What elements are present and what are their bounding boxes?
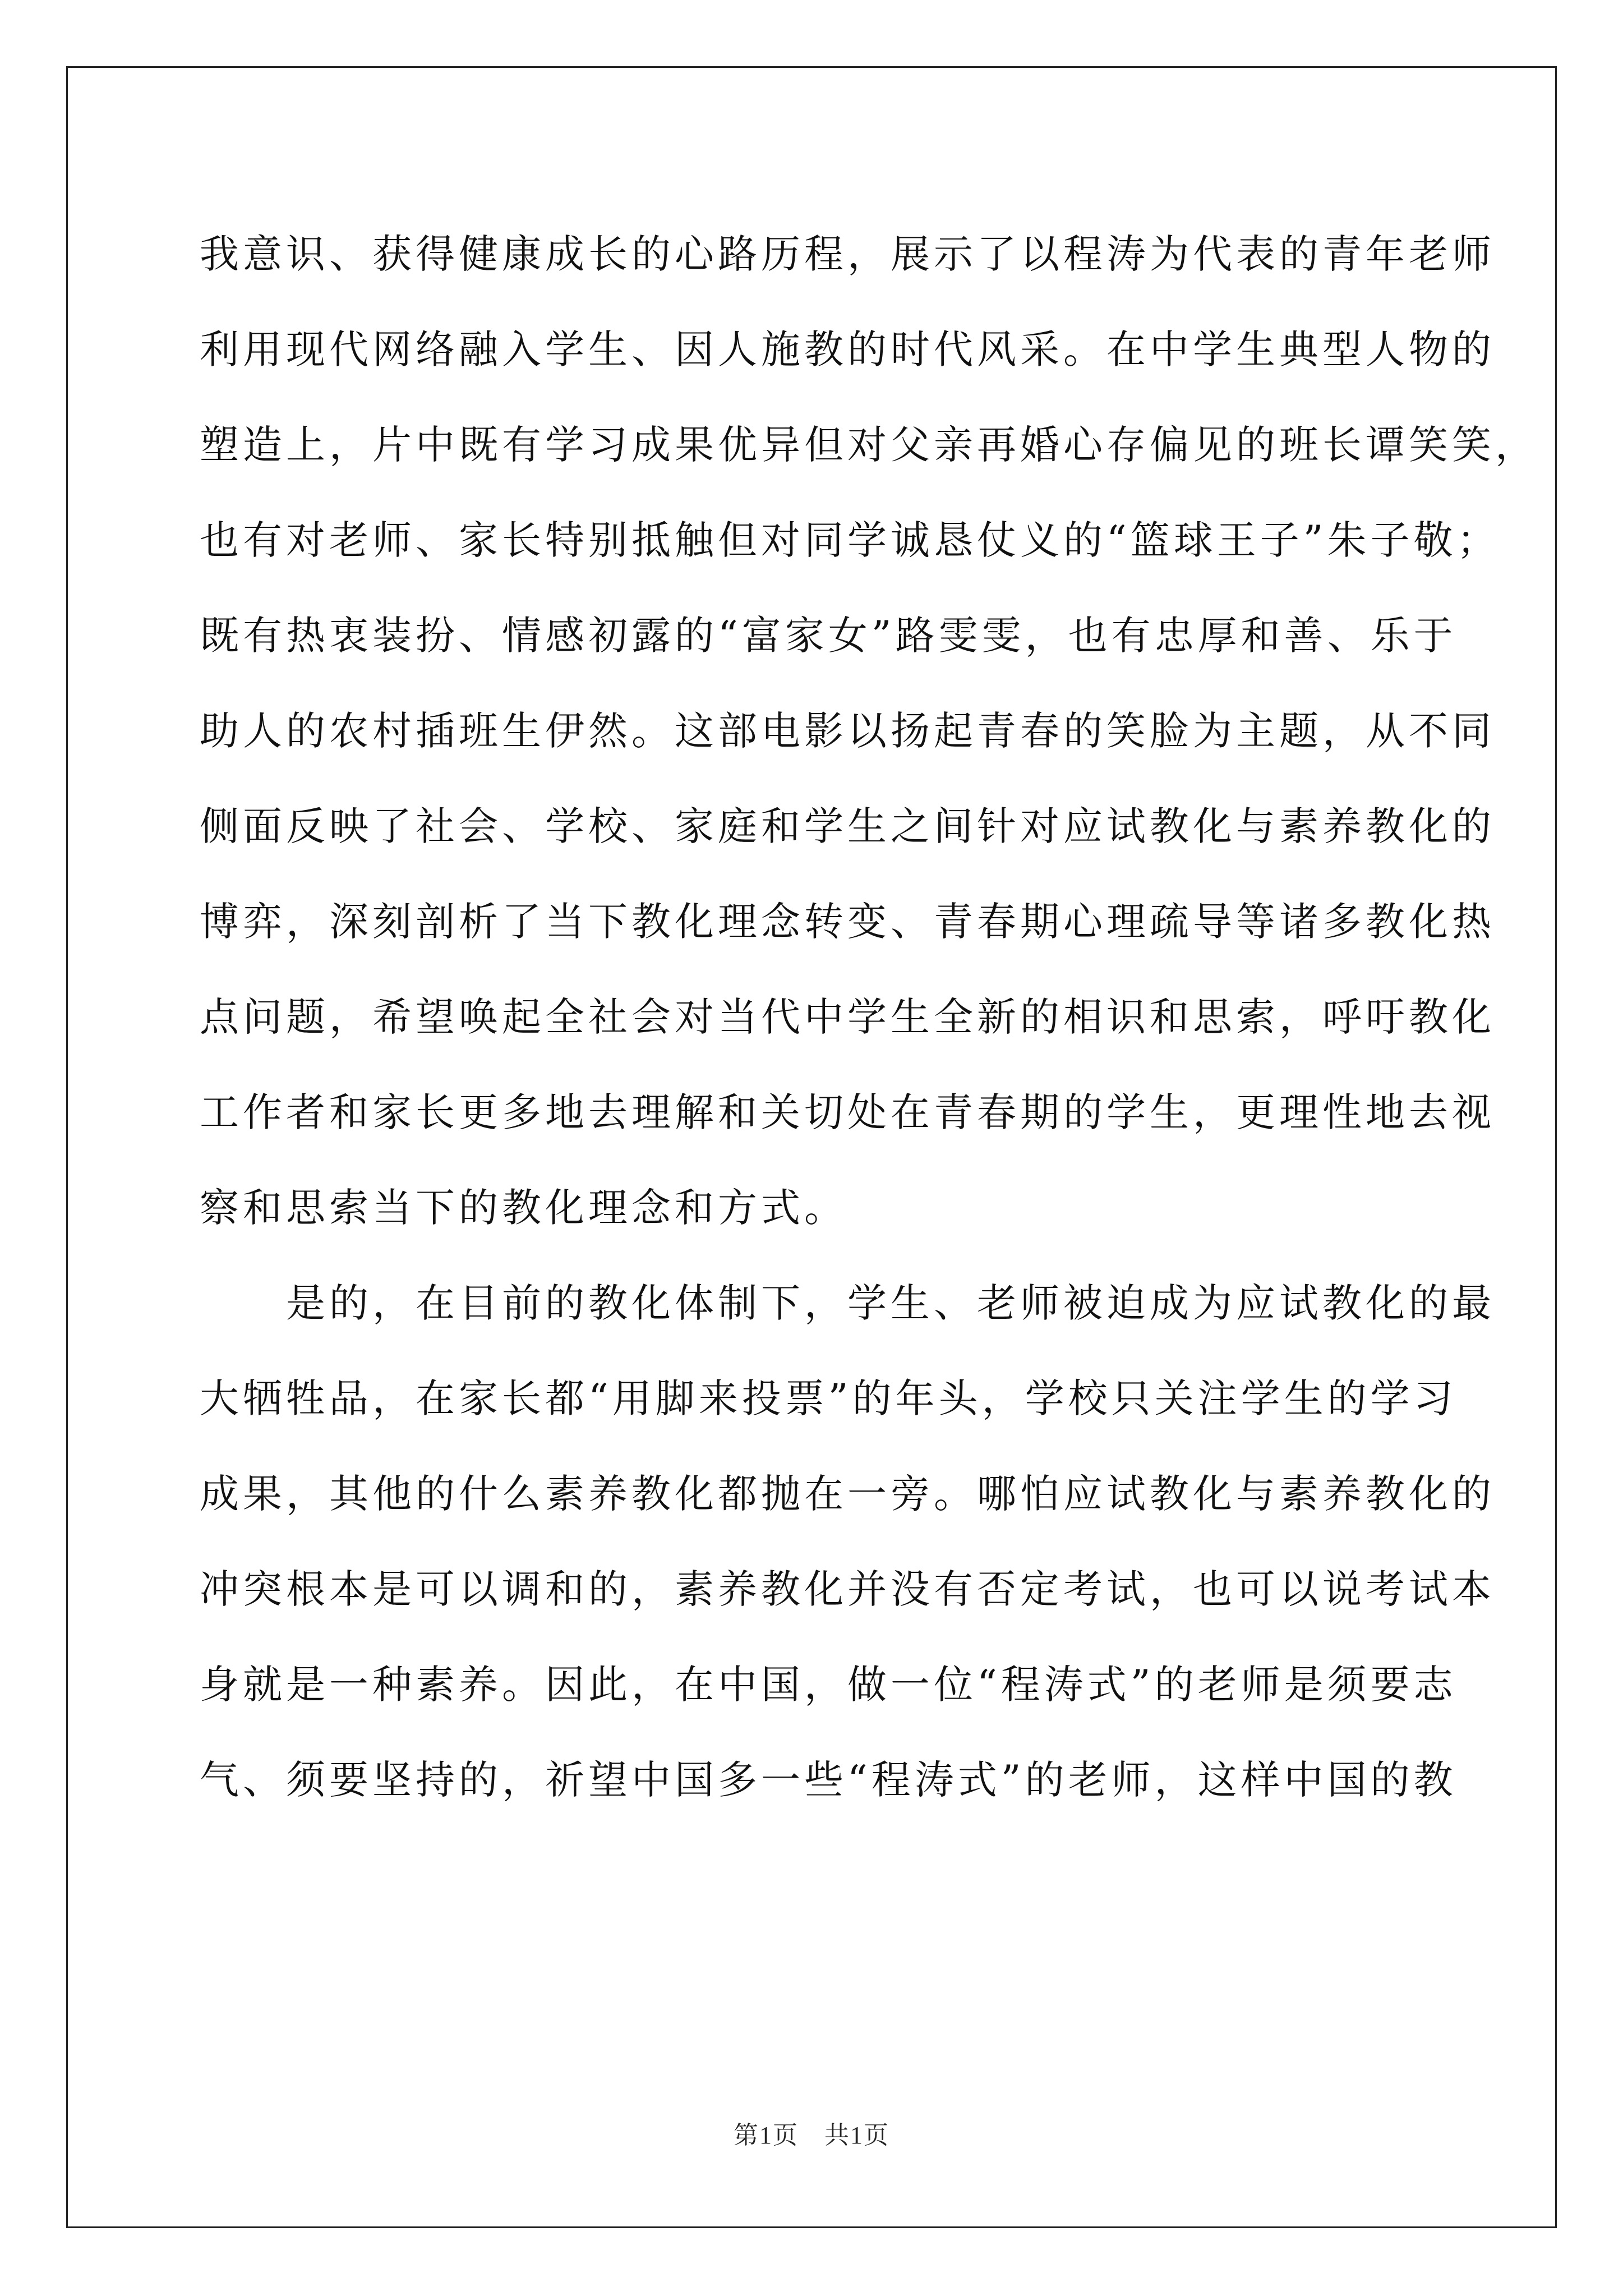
text-line: 成果，其他的什么素养教化都抛在一旁。哪怕应试教化与素养教化的: [200, 1471, 1495, 1517]
text-line: 也有对老师、家长特别抵触但对同学诚恳仗义的“篮球王子”朱子敬；: [200, 517, 1500, 563]
text-line: 冲突根本是可以调和的，素养教化并没有否定考试，也可以说考试本: [200, 1566, 1495, 1612]
text-line: 助人的农村插班生伊然。这部电影以扬起青春的笑脸为主题，从不同: [200, 708, 1495, 754]
text-line: 身就是一种素养。因此，在中国，做一位“程涛式”的老师是须要志: [200, 1662, 1457, 1708]
text-line: 气、须要坚持的，祈望中国多一些“程涛式”的老师，这样中国的教: [200, 1757, 1457, 1803]
text-line: 是的，在目前的教化体制下，学生、老师被迫成为应试教化的最: [200, 1280, 1495, 1326]
text-line: 侧面反映了社会、学校、家庭和学生之间针对应试教化与素养教化的: [200, 803, 1495, 849]
text-line: 工作者和家长更多地去理解和关切处在青春期的学生，更理性地去视: [200, 1089, 1495, 1135]
text-line: 博弈，深刻剖析了当下教化理念转变、青春期心理疏导等诸多教化热: [200, 899, 1495, 945]
text-line: 大牺牲品，在家长都“用脚来投票”的年头，学校只关注学生的学习: [200, 1375, 1457, 1421]
text-line: 察和思索当下的教化理念和方式。: [200, 1185, 847, 1231]
page-number-footer: 第1页 共1页: [734, 2122, 889, 2149]
text-line: 塑造上，片中既有学习成果优异但对父亲再婚心存偏见的班长谭笑笑，: [200, 422, 1538, 468]
text-line: 点问题，希望唤起全社会对当代中学生全新的相识和思索，呼吁教化: [200, 994, 1495, 1040]
document-body: [200, 206, 1538, 1828]
text-line: 既有热衷装扮、情感初露的“富家女”路雯雯，也有忠厚和善、乐于: [200, 613, 1457, 659]
text-line: 利用现代网络融入学生、因人施教的时代风采。在中学生典型人物的: [200, 326, 1495, 372]
text-line: 我意识、获得健康成长的心路历程，展示了以程涛为代表的青年老师: [200, 231, 1495, 277]
